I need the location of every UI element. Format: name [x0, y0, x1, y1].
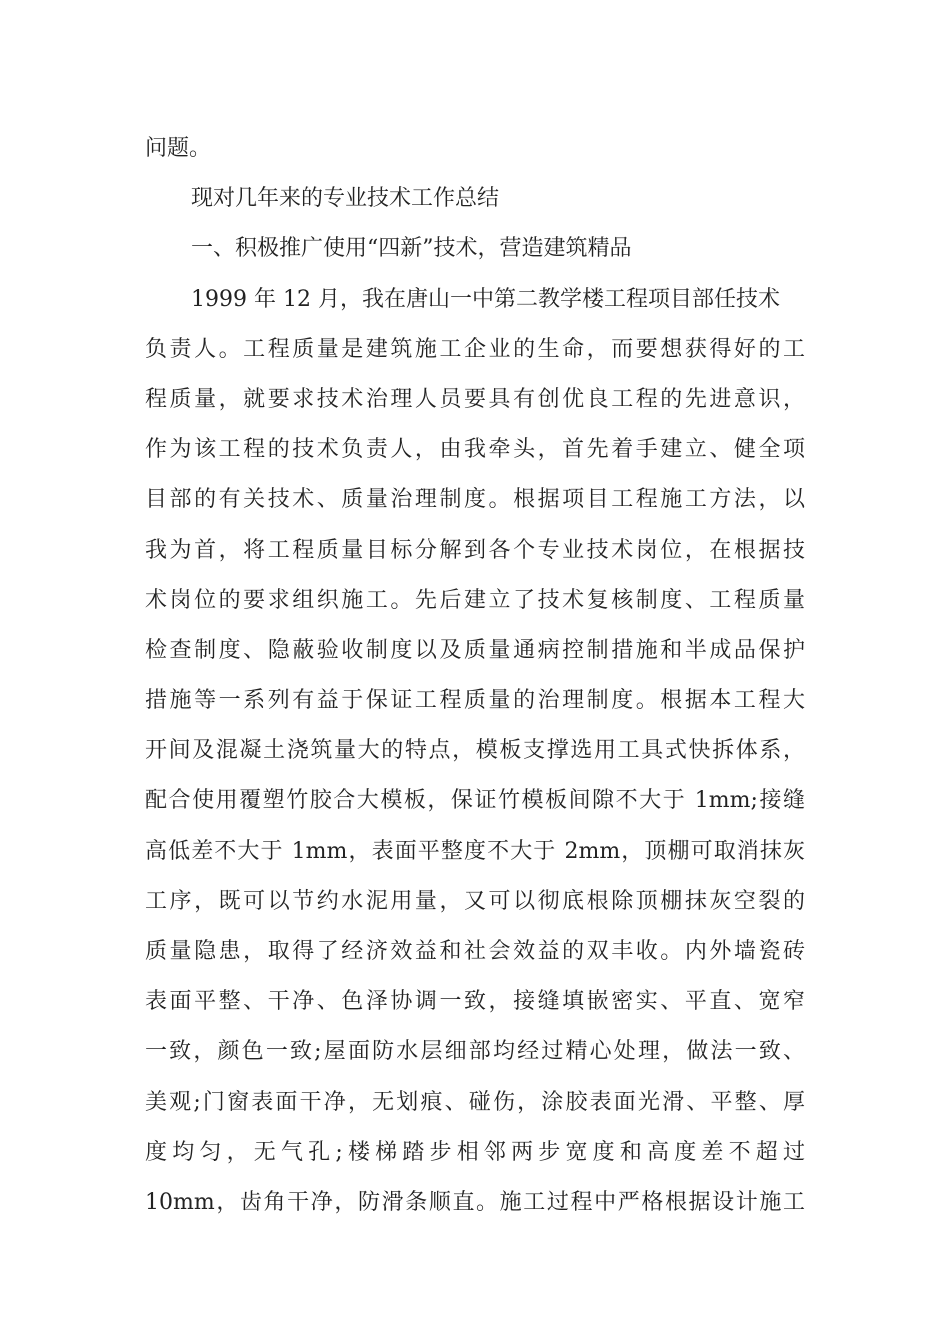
text-line: 表面平整、干净、色泽协调一致，接缝填嵌密实、平直、宽窄 — [145, 989, 805, 1015]
text-line: 度均匀，无气孔;楼梯踏步相邻两步宽度和高度差不超过 — [145, 1139, 805, 1165]
text-line: 质量隐患，取得了经济效益和社会效益的双丰收。内外墙瓷砖 — [145, 939, 805, 964]
section-intro-line: 现对几年来的专业技术工作总结 — [191, 186, 500, 212]
text-line: 开间及混凝土浇筑量大的特点，模板支撑选用工具式快拆体系， — [145, 738, 805, 764]
text-line: 配合使用覆塑竹胶合大模板，保证竹模板间隙不大于 1mm;接缝 — [145, 788, 805, 814]
body-text — [145, 124, 805, 1228]
text-line: 10mm，齿角干净，防滑条顺直。施工过程中严格根据设计施工 — [145, 1189, 805, 1215]
text-line: 措施等一系列有益于保证工程质量的治理制度。根据本工程大 — [145, 688, 805, 714]
section-heading: 一、积极推广使用“四新”技术，营造建筑精品 — [191, 236, 632, 262]
text-line: 程质量，就要求技术治理人员要具有创优良工程的先进意识， — [145, 386, 805, 412]
text-line: 美观;门窗表面干净，无划痕、碰伤，涂胶表面光滑、平整、厚 — [145, 1089, 805, 1115]
text-line: 检查制度、隐蔽验收制度以及质量通病控制措施和半成品保护 — [145, 637, 805, 663]
text-line: 高低差不大于 1mm，表面平整度不大于 2mm，顶棚可取消抹灰 — [145, 838, 805, 864]
text-line: 工序，既可以节约水泥用量，又可以彻底根除顶棚抹灰空裂的 — [145, 888, 805, 914]
text-line: 1999 年 12 月，我在唐山一中第二教学楼工程项目部任技术 — [191, 286, 780, 312]
text-line: 目部的有关技术、质量治理制度。根据项目工程施工方法，以 — [145, 487, 805, 513]
text-line: 术岗位的要求组织施工。先后建立了技术复核制度、工程质量 — [145, 587, 805, 613]
text-line: 问题。 — [145, 136, 212, 161]
text-line: 我为首，将工程质量目标分解到各个专业技术岗位，在根据技 — [145, 537, 805, 563]
text-line: 作为该工程的技术负责人，由我牵头，首先着手建立、健全项 — [145, 437, 805, 463]
text-line: 负责人。工程质量是建筑施工企业的生命，而要想获得好的工 — [145, 336, 805, 362]
text-line: 一致，颜色一致;屋面防水层细部均经过精心处理，做法一致、 — [145, 1039, 805, 1065]
